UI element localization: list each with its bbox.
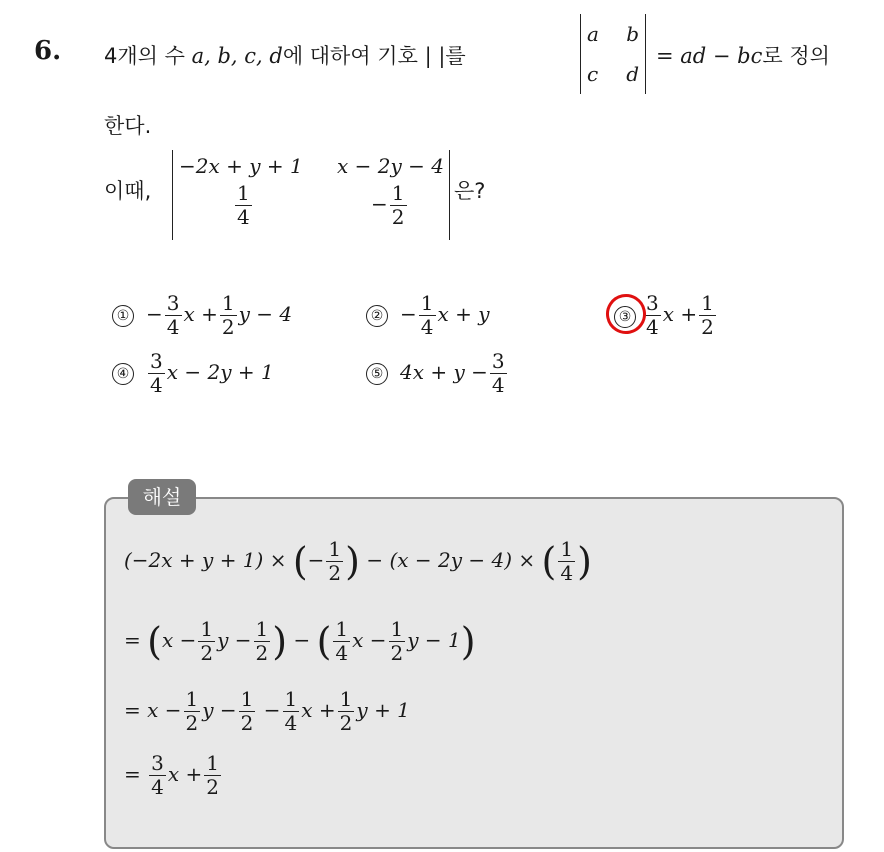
choice-4[interactable]: ④ $\frac{3}{4}$ x − 2y + 1 <box>112 350 274 397</box>
question-line-3-suffix: 은? <box>454 179 486 203</box>
solution-line-4: = $\frac{3}{4}$ x + $\frac{1}{2}$ <box>124 751 219 799</box>
det-b: b <box>626 22 639 46</box>
det-d: d <box>626 62 639 86</box>
intro-count: 4개의 수 <box>104 44 185 68</box>
question-line-1 <box>104 40 466 70</box>
symbol: | | <box>424 44 446 68</box>
intro-tail: 에 대하여 기호 <box>282 44 418 68</box>
choice-5[interactable]: ⑤ 4x + y − $\frac{3}{4}$ <box>366 350 509 397</box>
definition-equation: = ad − bc <box>656 44 763 68</box>
symbol-suffix: 를 <box>445 44 466 68</box>
question-line-2: 한다. <box>104 114 152 138</box>
choice-marker: ② <box>366 305 388 327</box>
det-top-left: −2x + y + 1 <box>179 154 303 178</box>
answer-circle-mark <box>602 291 649 338</box>
solution-line-2: = (x − $\frac{1}{2}$ y − $\frac{1}{2}$ ) − ( $\frac{1}{4}$ x − $\frac{1}{2}$ y − 1) <box>124 617 476 665</box>
det-bottom-right: − $\frac{1}{2}$ <box>371 181 405 229</box>
choice-marker: ⑤ <box>366 363 388 385</box>
choice-marker: ③ <box>614 306 636 328</box>
choice-1[interactable]: ① − $\frac{3}{4}$ x + $\frac{1}{2}$ y − 4 <box>112 292 292 339</box>
variable-list: a, b, c, d <box>191 44 283 68</box>
solution-tag: 해설 <box>128 479 196 515</box>
determinant-question <box>172 150 450 240</box>
det-c: c <box>587 62 599 86</box>
det-top-right: x − 2y − 4 <box>337 154 444 178</box>
determinant-definition <box>580 14 646 94</box>
definition-text <box>656 40 830 70</box>
solution-line-1: (−2x + y + 1) × (− $\frac{1}{2}$ ) − (x − 2y − 4) × ( $\frac{1}{4}$ ) <box>124 537 592 585</box>
question-line-3-prefix: 이때, <box>104 179 152 203</box>
choice-marker: ① <box>112 305 134 327</box>
choice-2[interactable]: ② − $\frac{1}{4}$ x + y <box>366 292 490 339</box>
choice-marker: ④ <box>112 363 134 385</box>
det-bottom-left: $\frac{1}{4}$ <box>237 181 250 229</box>
solution-line-3: = x − $\frac{1}{2}$ y − $\frac{1}{2}$ − $\frac{1}{4}$ x + $\frac{1}{2}$ y + 1 <box>124 687 410 735</box>
question-number: 6. <box>34 36 62 66</box>
det-a: a <box>587 22 599 46</box>
definition-tail: 로 정의 <box>762 44 830 68</box>
choice-3[interactable]: ③ $\frac{3}{4}$ x + $\frac{1}{2}$ <box>614 292 718 339</box>
